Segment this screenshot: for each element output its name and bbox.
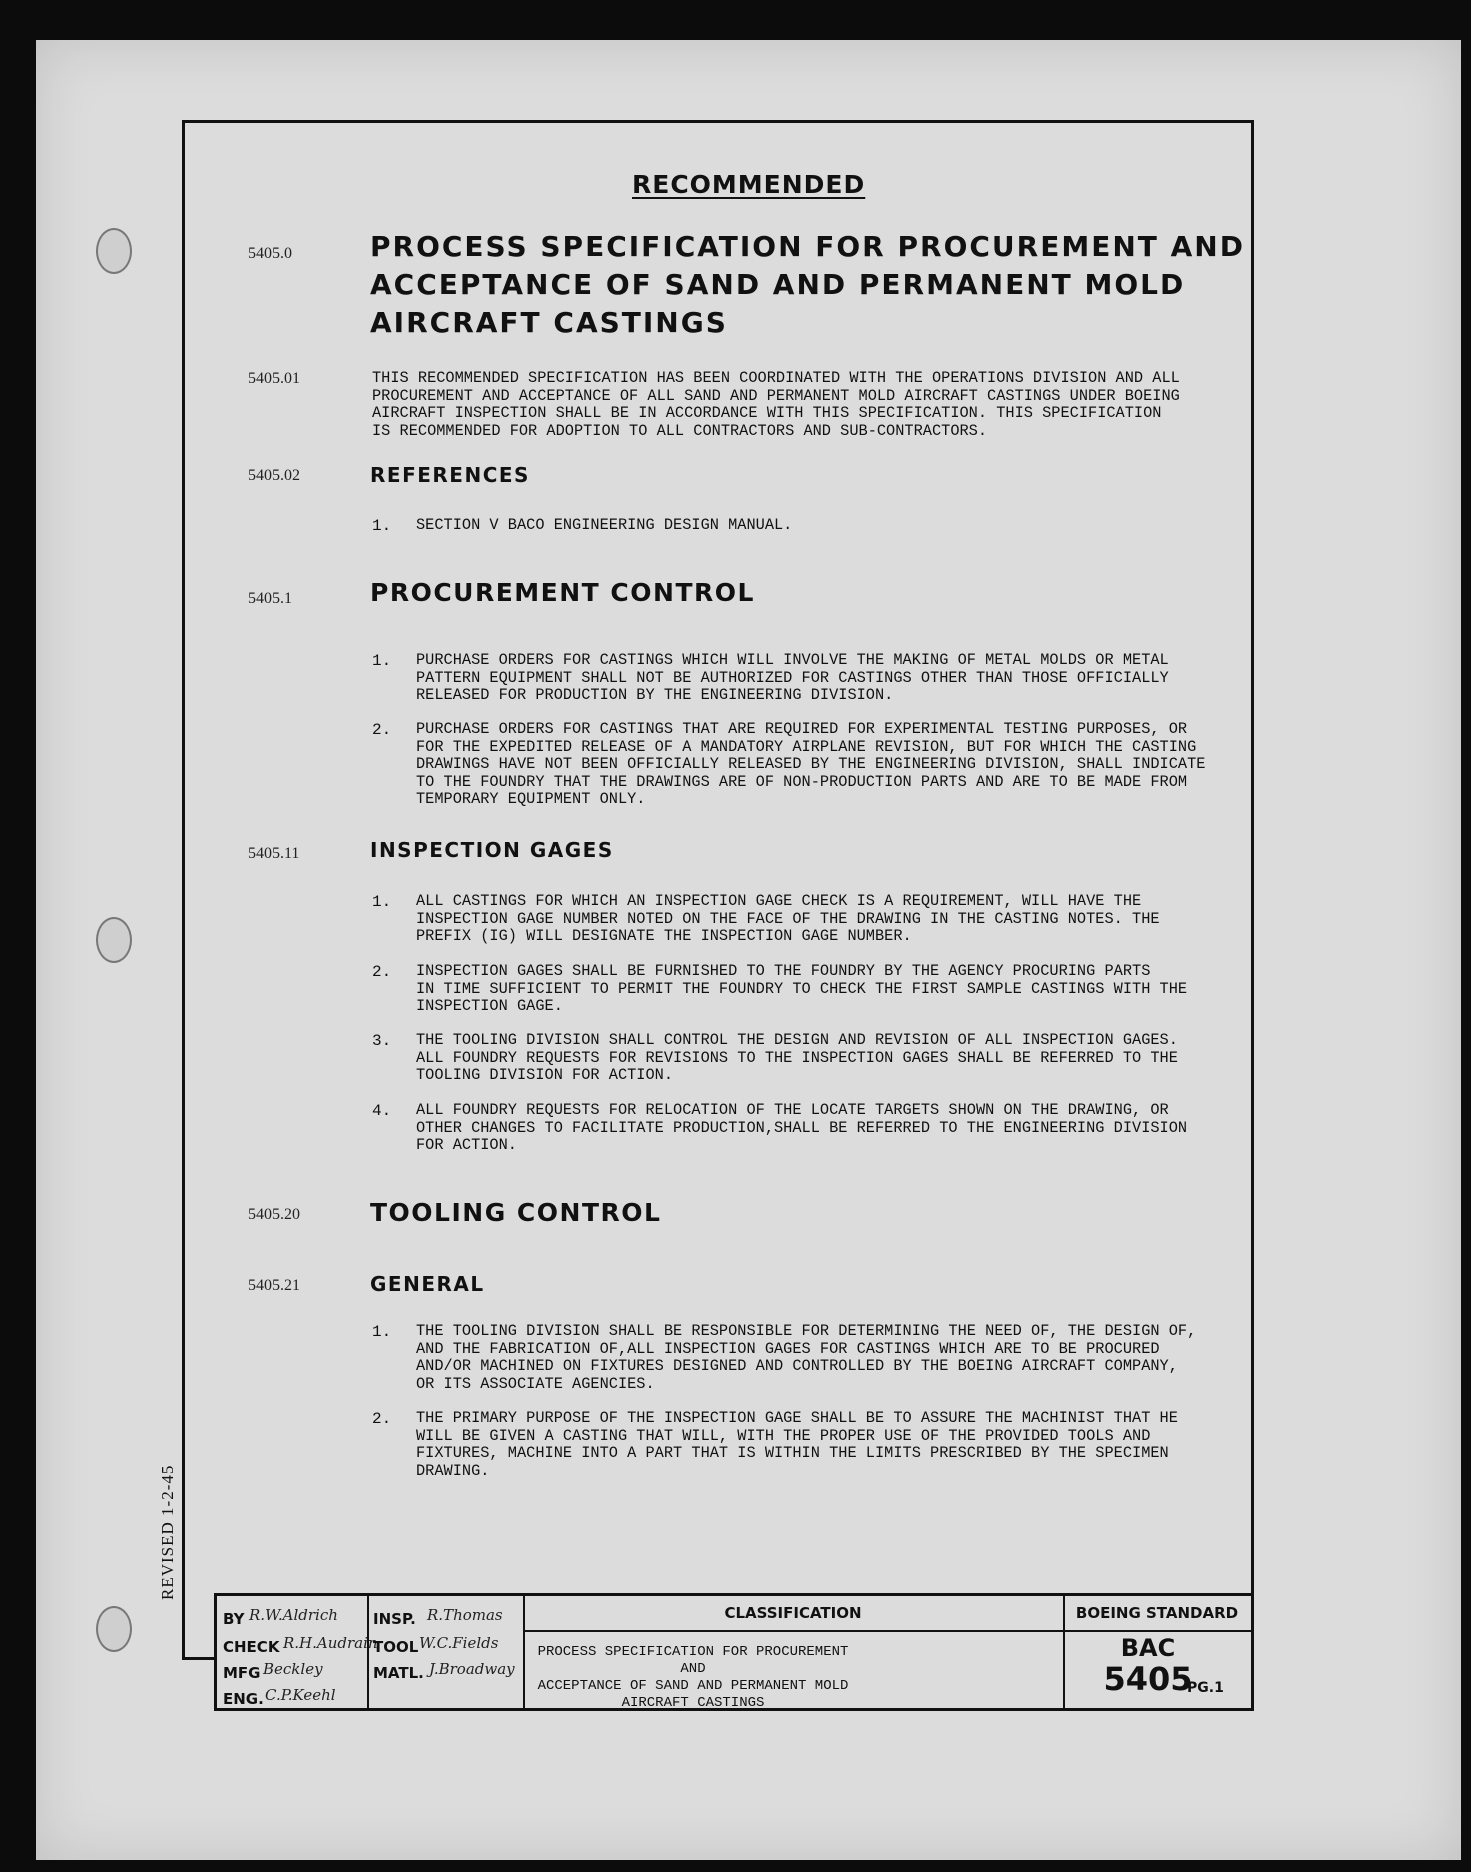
bac-label: BAC: [1120, 1634, 1176, 1662]
list-item: THE TOOLING DIVISION SHALL CONTROL THE DESIGN AND REVISION OF ALL INSPECTION GAGES. ALL FOUNDRY REQUESTS FOR REVISIONS TO THE INSPECTION GAGES SHALL BE REFERRED TO THE TOOLING DIVISION FOR ACTION.: [416, 1031, 1178, 1084]
list-item: ALL CASTINGS FOR WHICH AN INSPECTION GAGE CHECK IS A REQUIREMENT, WILL HAVE THE INSPECTION GAGE NUMBER NOTED ON THE FACE OF THE DRAWING IN THE CASTING NOTES. THE PREFIX (IG) WILL DESIGNATE THE INSPECTION GAGE NUMBER.: [416, 892, 1160, 945]
recommended-heading: RECOMMENDED: [632, 170, 866, 199]
intro-paragraph: THIS RECOMMENDED SPECIFICATION HAS BEEN COORDINATED WITH THE OPERATIONS DIVISION AND ALL PROCUREMENT AND ACCEPTANCE OF ALL SAND AND PERMANENT MOLD AIRCRAFT CASTINGS UNDER BOEING AIRCRAFT INSPECTION SHALL BE IN ACCORDANCE WITH THIS SPECIFICATION. THIS SPECIFICATION IS RECOMMENDED FOR ADOPTION TO ALL CONTRACTORS AND SUB-CONTRACTORS.: [372, 369, 1180, 440]
binder-hole-bottom: [96, 1606, 132, 1652]
inspection-gages-heading: INSPECTION GAGES: [370, 838, 614, 862]
list-item: PURCHASE ORDERS FOR CASTINGS THAT ARE REQUIRED FOR EXPERIMENTAL TESTING PURPOSES, OR FOR THE EXPEDITED RELEASE OF A MANDATORY AIRPLANE REVISION, BUT FOR WHICH THE CASTING DRAWINGS HAVE NOT BEEN OFFICIALLY RELEASED BY THE ENGINEERING DIVISION, SHALL INDICATE TO THE FOUNDRY THAT THE DRAWINGS ARE OF NON-PRODUCTION PARTS AND ARE TO BE MADE FROM TEMPORARY EQUIPMENT ONLY.: [416, 720, 1206, 808]
list-number: 3.: [372, 1032, 392, 1050]
eng-signature: C.P.Keehl: [265, 1686, 336, 1704]
check-signature: R.H.Audrain: [283, 1634, 378, 1652]
section-number: 5405.0: [248, 245, 292, 262]
title-block-doc-title: PROCESS SPECIFICATION FOR PROCUREMENT AND ACCEPTANCE OF SAND AND PERMANENT MOLD AIRCRAFT CASTINGS: [537, 1644, 849, 1711]
section-number: 5405.1: [248, 590, 292, 607]
references-heading: REFERENCES: [370, 463, 530, 487]
section-number: 5405.02: [248, 467, 300, 484]
document-title: PROCESS SPECIFICATION FOR PROCUREMENT AND ACCEPTANCE OF SAND AND PERMANENT MOLD AIRCRAFT CASTINGS: [370, 230, 1245, 339]
section-number: 5405.20: [248, 1206, 300, 1223]
list-number: 1.: [372, 517, 392, 535]
eng-label: ENG.: [223, 1690, 264, 1708]
section-number: 5405.01: [248, 370, 300, 387]
tooling-control-heading: TOOLING CONTROL: [370, 1198, 662, 1227]
list-item: INSPECTION GAGES SHALL BE FURNISHED TO THE FOUNDRY BY THE AGENCY PROCURING PARTS IN TIME SUFFICIENT TO PERMIT THE FOUNDRY TO CHECK THE FIRST SAMPLE CASTINGS WITH THE INSPECTION GAGE.: [416, 962, 1188, 1015]
mfg-label: MFG: [223, 1664, 261, 1682]
section-number: 5405.21: [248, 1277, 300, 1294]
by-label: BY: [223, 1610, 245, 1628]
list-item: SECTION V BACO ENGINEERING DESIGN MANUAL.: [416, 516, 793, 534]
list-number: 4.: [372, 1102, 392, 1120]
list-item: ALL FOUNDRY REQUESTS FOR RELOCATION OF THE LOCATE TARGETS SHOWN ON THE DRAWING, OR OTHER CHANGES TO FACILITATE PRODUCTION,SHALL BE REFERRED TO THE ENGINEERING DIVISION FOR ACTION.: [416, 1101, 1188, 1154]
list-number: 1.: [372, 652, 392, 670]
classification-label: CLASSIFICATION: [724, 1604, 862, 1622]
list-item: PURCHASE ORDERS FOR CASTINGS WHICH WILL INVOLVE THE MAKING OF METAL MOLDS OR METAL PATTERN EQUIPMENT SHALL NOT BE AUTHORIZED FOR CASTINGS OTHER THAN THOSE OFFICIALLY RELEASED FOR PRODUCTION BY THE ENGINEERING DIVISION.: [416, 651, 1169, 704]
list-number: 2.: [372, 963, 392, 981]
list-number: 2.: [372, 721, 392, 739]
list-number: 2.: [372, 1410, 392, 1428]
general-heading: GENERAL: [370, 1272, 485, 1296]
check-label: CHECK: [223, 1638, 280, 1656]
title-block: [214, 1593, 1254, 1711]
tool-signature: W.C.Fields: [419, 1634, 499, 1652]
insp-signature: R.Thomas: [427, 1606, 503, 1624]
by-signature: R.W.Aldrich: [249, 1606, 338, 1624]
procurement-control-heading: PROCUREMENT CONTROL: [370, 578, 755, 607]
matl-label: MATL.: [373, 1664, 424, 1682]
tool-label: TOOL: [373, 1638, 419, 1656]
section-number: 5405.11: [248, 845, 300, 862]
boeing-standard-label: BOEING STANDARD: [1075, 1604, 1239, 1622]
revised-date: REVISED 1-2-45: [158, 1464, 177, 1600]
binder-hole-top: [96, 228, 132, 274]
list-item: THE TOOLING DIVISION SHALL BE RESPONSIBLE FOR DETERMINING THE NEED OF, THE DESIGN OF, AND THE FABRICATION OF,ALL INSPECTION GAGES FOR CASTINGS WHICH ARE TO BE PROCURED AND/OR MACHINED ON FIXTURES DESIGNED AND CONTROLLED BY THE BOEING AIRCRAFT COMPANY, OR ITS ASSOCIATE AGENCIES.: [416, 1322, 1197, 1393]
insp-label: INSP.: [373, 1610, 416, 1628]
mfg-signature: Beckley: [263, 1660, 323, 1678]
list-number: 1.: [372, 1323, 392, 1341]
standard-number: 5405: [1103, 1660, 1193, 1698]
list-item: THE PRIMARY PURPOSE OF THE INSPECTION GAGE SHALL BE TO ASSURE THE MACHINIST THAT HE WILL BE GIVEN A CASTING THAT WILL, WITH THE PROPER USE OF THE PROVIDED TOOLS AND FIXTURES, MACHINE INTO A PART THAT IS WITHIN THE LIMITS PRESCRIBED BY THE SPECIMEN DRAWING.: [416, 1409, 1178, 1480]
binder-hole-middle: [96, 917, 132, 963]
list-number: 1.: [372, 893, 392, 911]
matl-signature: J.Broadway: [429, 1660, 515, 1678]
page-number: PG.1: [1187, 1680, 1224, 1696]
